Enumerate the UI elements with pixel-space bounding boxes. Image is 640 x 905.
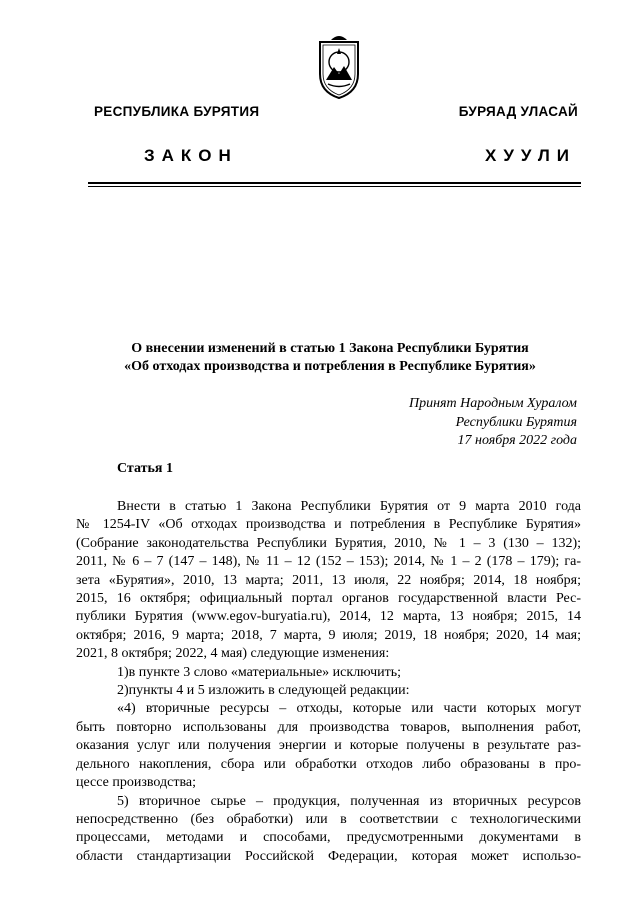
law-title-line-2: «Об отходах производства и потребления в Республике Бурятия» [124, 359, 536, 374]
body-line: № 1254-IV «Об отходах производства и потребления в Республике Бурятия» [76, 517, 581, 533]
body-line: 2015, 16 октября; официальный портал органов государственной власти Рес- [76, 591, 581, 607]
adoption-note-line-1: Принят Народным Хуралом [408, 396, 577, 411]
law-title-line-1: О внесении изменений в статью 1 Закона Республики Бурятия [131, 341, 529, 356]
body-line: 2011, № 6 – 7 (147 – 148), № 11 – 12 (152 – 153); 2014, № 1 – 2 (178 – 179); га- [76, 554, 581, 570]
body-line: цессе производства; [76, 775, 196, 791]
body-line: октября; 2016, 9 марта; 2018, 7 марта, 9 июля; 2019, 18 ноября; 2020, 14 мая; [76, 627, 581, 643]
header-divider-thick [88, 182, 581, 184]
body-line: «4) вторичные ресурсы – отходы, которые или части которых могут [117, 701, 581, 717]
law-title [76, 340, 584, 376]
body-line: области стандартизации Российской Федерации, которая может использо- [76, 848, 581, 864]
coat-of-arms-emblem [316, 34, 362, 100]
body-line: (Собрание законодательства Республики Бурятия, 2010, № 1 – 3 (130 – 132); [76, 535, 581, 551]
article-heading: Статья 1 [117, 461, 173, 476]
list-item: 2)пункты 4 и 5 изложить в следующей редакции: [117, 683, 410, 699]
body-line: оказания услуг или получения энергии и которые получены в результате раз- [76, 738, 581, 754]
header-divider-thin [88, 186, 581, 187]
republic-name-russian: РЕСПУБЛИКА БУРЯТИЯ [94, 104, 260, 119]
body-line: Внести в статью 1 Закона Республики Бурятия от 9 марта 2010 года [117, 499, 581, 514]
body-line: быть повторно использованы для производства товаров, выполнения работ, [76, 719, 581, 735]
law-label-buryat: ХУУЛИ [485, 146, 576, 165]
body-line: публики Бурятия (www.egov-buryatia.ru), 2014, 12 марта, 13 ноября; 2015, 14 [76, 609, 581, 625]
adoption-note [409, 395, 577, 451]
list-item: 1)в пункте 3 слово «материальные» исключить; [117, 664, 402, 680]
body-line: 2021, 8 октября; 2022, 4 мая) следующие изменения: [76, 646, 390, 662]
adoption-note-line-2: Республики Бурятия [455, 414, 577, 430]
republic-name-buryat: БУРЯАД УЛАСАЙ [458, 104, 578, 119]
article-body [76, 498, 581, 866]
body-line: непосредственно (без обработки) или в соответствии с технологическими [76, 811, 581, 827]
law-label-russian: ЗАКОН [144, 146, 238, 165]
body-line: 5) вторичное сырье – продукция, полученная из вторичных ресурсов [117, 793, 581, 809]
body-line: зета «Бурятия», 2010, 13 марта; 2011, 13 июля, 22 ноября; 2014, 18 ноября; [76, 572, 581, 588]
body-line: процессами, методами и способами, предусмотренными документами в [76, 830, 581, 846]
body-line: дельного накопления, сбора или обработки отходов либо образованы в про- [76, 756, 581, 772]
adoption-date: 17 ноября 2022 года [457, 433, 577, 448]
